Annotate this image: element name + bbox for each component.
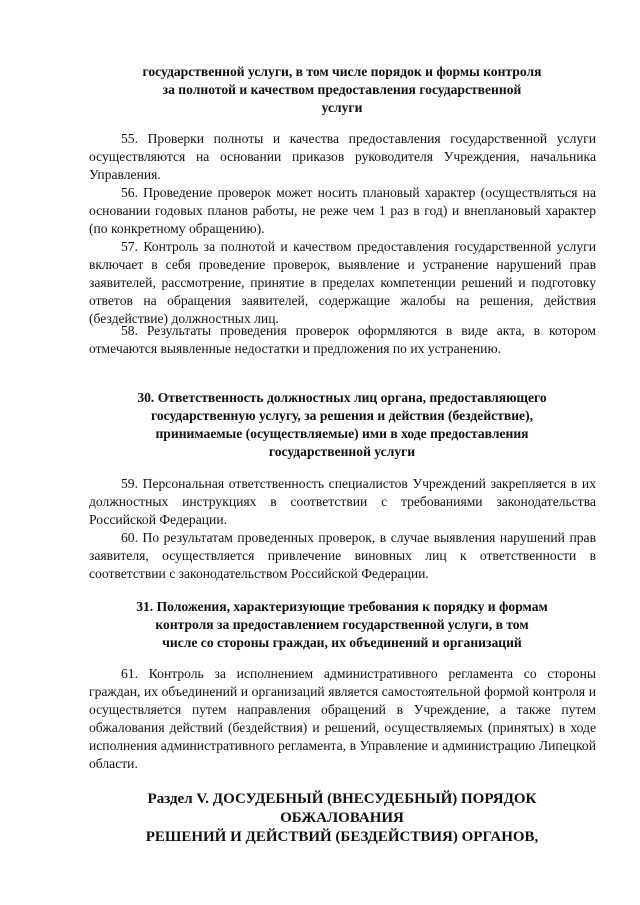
paragraph-58: 58. Результаты проведения проверок оформляются в виде акта, в котором отмечаются выявленные недостатки и предложения по их устранению. (89, 323, 596, 356)
heading-line: 30. Ответственность должностных лиц органа, предоставляющего (137, 390, 547, 405)
heading-line: государственной услуги (268, 444, 416, 459)
paragraph-60: 60. По результатам проведенных проверок, в случае выявления нарушений прав заявителя, осуществляется привлечение виновных лиц к ответственности в соответствии с законодательством Российской Федерации. (89, 530, 596, 581)
heading-line: принимаемые (осуществляемые) ими в ходе предоставления (155, 426, 529, 441)
paragraph-57: 57. Контроль за полнотой и качеством предоставления государственной услуги включает в себя проведение проверок, выявление и устранение нарушений прав заявителей, рассмотрение, принятие в пределах компетенции решений и подготовку ответов на обращения заявителей, содержащие жалобы на решения, действия (бездействие) должностных лиц. (89, 239, 596, 326)
section-31-heading (88, 598, 596, 652)
paragraph-55: 55. Проверки полноты и качества предоставления государственной услуги осуществляются на основании приказов руководителя Учреждения, начальника Управления. (89, 131, 596, 182)
heading-line: РЕШЕНИЙ И ДЕЙСТВИЙ (БЕЗДЕЙСТВИЯ) ОРГАНОВ, (145, 829, 539, 845)
continued-section-heading (88, 63, 596, 117)
heading-line: 31. Положения, характеризующие требования к порядку и формам (136, 599, 548, 614)
heading-line: ОБЖАЛОВАНИЯ (280, 810, 404, 826)
heading-line: контроля за предоставлением государственной услуги, в том (155, 617, 529, 632)
paragraph-56: 56. Проведение проверок может носить плановый характер (осуществляться на основании годовых планов работы, не реже чем 1 раз в год) и внеплановый характер (по конкретному обращению). (89, 185, 596, 236)
paragraph-59: 59. Персональная ответственность специалистов Учреждений закрепляется в их должностных инструкциях в соответствии с требованиями законодательства Российской Федерации. (89, 476, 596, 527)
section-30-heading (88, 389, 596, 461)
heading-line: государственной услуги, в том числе порядок и формы контроля (142, 64, 542, 79)
paragraph-61: 61. Контроль за исполнением административного регламента со стороны граждан, их объединений и организаций является самостоятельной формой контроля и осуществляется путем направления обращений в Учреждение, а также путем обжалования действий (бездействия) и решений, осуществляемых (принятых) в ходе исполнения административного регламента, в Управление и администрацию Липецкой области. (89, 666, 596, 771)
heading-line: услуги (321, 100, 363, 115)
heading-line: за полнотой и качеством предоставления государственной (162, 82, 522, 97)
heading-line: государственную услугу, за решения и действия (бездействие), (150, 408, 533, 423)
section-v-heading (88, 790, 596, 847)
heading-line: числе со стороны граждан, их объединений и организаций (162, 635, 522, 650)
heading-line: Раздел V. ДОСУДЕБНЫЙ (ВНЕСУДЕБНЫЙ) ПОРЯДОК (147, 791, 537, 807)
